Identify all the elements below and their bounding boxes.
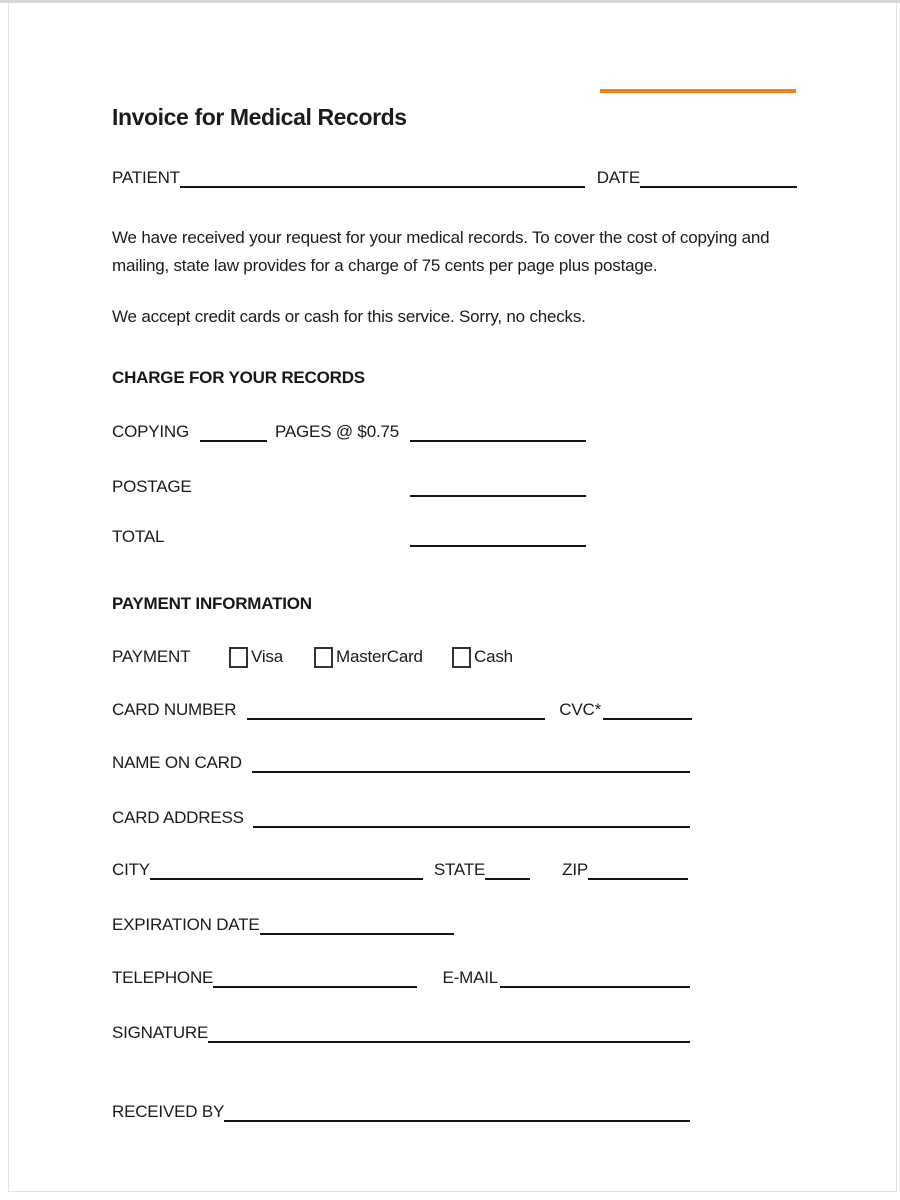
visa-checkbox-icon[interactable] <box>229 647 248 668</box>
card-number-label: CARD NUMBER <box>112 700 237 719</box>
card-number-row <box>112 698 692 720</box>
mastercard-label: MasterCard <box>336 647 423 666</box>
telephone-label: TELEPHONE <box>112 968 214 987</box>
postage-label: POSTAGE <box>112 477 192 496</box>
email-label: E-MAIL <box>442 968 498 987</box>
zip-field-line[interactable] <box>588 878 688 880</box>
zip-label: ZIP <box>562 860 588 879</box>
accent-rule <box>600 89 796 93</box>
card-number-field-line[interactable] <box>247 718 545 720</box>
intro-paragraph-2: We accept credit cards or cash for this service. Sorry, no checks. <box>112 307 586 326</box>
name-on-card-row <box>112 751 690 773</box>
postage-row <box>112 475 586 497</box>
payment-heading: PAYMENT INFORMATION <box>112 594 312 613</box>
visa-label: Visa <box>251 647 283 666</box>
signature-field-line[interactable] <box>208 1041 690 1043</box>
expiration-date-field-line[interactable] <box>260 933 454 935</box>
patient-date-row <box>112 166 797 188</box>
copying-label: COPYING <box>112 422 190 441</box>
state-field-line[interactable] <box>485 878 530 880</box>
page-edge-bottom <box>8 1191 897 1192</box>
cash-checkbox-icon[interactable] <box>452 647 471 668</box>
telephone-field-line[interactable] <box>213 986 416 988</box>
card-address-label: CARD ADDRESS <box>112 808 244 827</box>
city-state-zip-row <box>112 858 688 880</box>
expiration-date-row <box>112 913 454 935</box>
signature-row <box>112 1021 690 1043</box>
intro-paragraph-1-line-2: mailing, state law provides for a charge of 75 cents per page plus postage. <box>112 256 658 275</box>
copying-row <box>112 420 586 442</box>
email-field-line[interactable] <box>500 986 690 988</box>
visa-option <box>229 645 283 669</box>
name-on-card-label: NAME ON CARD <box>112 753 242 772</box>
intro-paragraph-1-line-1: We have received your request for your medical records. To cover the cost of copying and <box>112 228 770 247</box>
page-edge-top <box>0 0 900 3</box>
payment-label: PAYMENT <box>112 647 191 666</box>
cvc-label: CVC* <box>559 700 601 719</box>
page-edge-left <box>8 3 9 1191</box>
total-row <box>112 525 586 547</box>
cash-label: Cash <box>474 647 513 666</box>
postage-amount-field-line[interactable] <box>410 495 586 497</box>
date-field-line[interactable] <box>640 186 797 188</box>
expiration-date-label: EXPIRATION DATE <box>112 915 260 934</box>
payment-method-row <box>112 645 690 669</box>
card-address-field-line[interactable] <box>253 826 690 828</box>
signature-label: SIGNATURE <box>112 1023 209 1042</box>
total-label: TOTAL <box>112 527 165 546</box>
name-on-card-field-line[interactable] <box>252 771 690 773</box>
page-edge-right <box>896 3 897 1191</box>
intro-paragraph-1 <box>112 224 769 280</box>
copying-pages-field-line[interactable] <box>200 440 267 442</box>
received-by-label: RECEIVED BY <box>112 1102 225 1121</box>
mastercard-checkbox-icon[interactable] <box>314 647 333 668</box>
charges-heading: CHARGE FOR YOUR RECORDS <box>112 368 365 387</box>
date-label: DATE <box>596 168 640 187</box>
state-label: STATE <box>433 860 486 879</box>
total-amount-field-line[interactable] <box>410 545 586 547</box>
city-field-line[interactable] <box>150 878 423 880</box>
mastercard-option <box>314 645 423 669</box>
card-address-row <box>112 806 690 828</box>
received-by-field-line[interactable] <box>224 1120 690 1122</box>
city-label: CITY <box>112 860 150 879</box>
patient-field-line[interactable] <box>180 186 585 188</box>
copying-amount-field-line[interactable] <box>410 440 586 442</box>
pages-rate-label: PAGES @ $0.75 <box>275 422 399 441</box>
page-title: Invoice for Medical Records <box>112 104 407 130</box>
patient-label: PATIENT <box>112 168 180 187</box>
telephone-email-row <box>112 966 690 988</box>
cvc-field-line[interactable] <box>603 718 692 720</box>
received-by-row <box>112 1100 690 1122</box>
cash-option <box>452 645 513 669</box>
